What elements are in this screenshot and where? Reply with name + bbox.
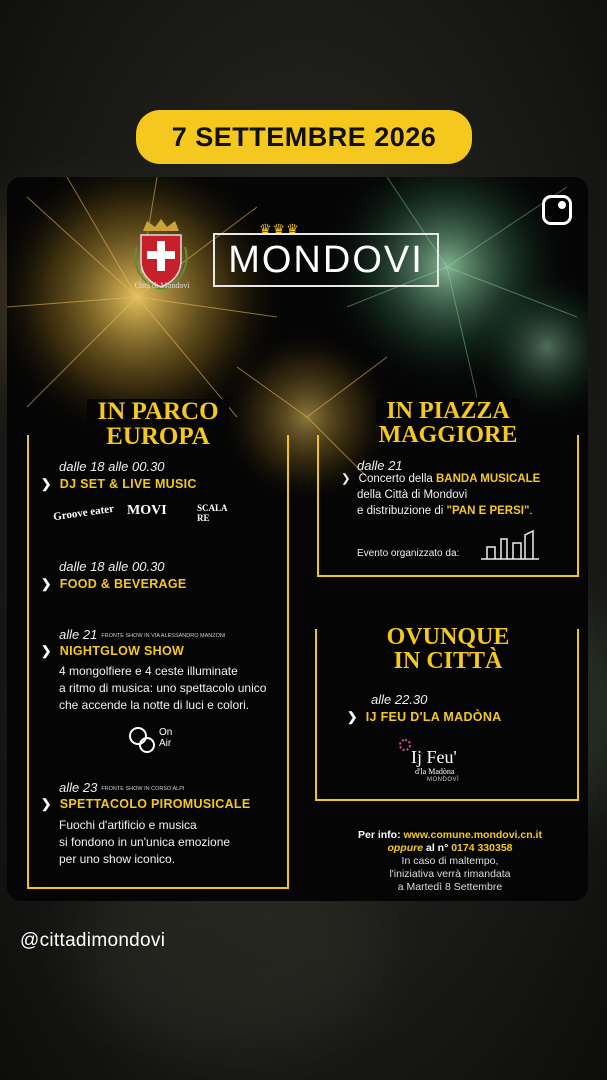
- phone-link[interactable]: 0174 330358: [451, 842, 513, 854]
- chevron-right-icon: ❯: [347, 710, 358, 724]
- piazza-maggiore-title: IN PIAZZA MAGGIORE: [313, 399, 583, 447]
- food-item: ❯ FOOD & BEVERAGE: [41, 577, 187, 591]
- feu-time: alle 22.30: [371, 692, 428, 707]
- info-block: Per info: www.comune.mondovi.cn.it oppure al n° 0174 330358 In caso di maltempo, l'iniziativa verrà rimandata a Martedì 8 Settembre: [358, 829, 542, 893]
- organizer-logo: [477, 529, 543, 563]
- piro-item: ❯ SPETTACOLO PIROMUSICALE: [41, 797, 251, 811]
- dj-item: ❯ DJ SET & LIVE MUSIC: [41, 477, 197, 491]
- piazza-time: dalle 21: [357, 458, 403, 473]
- food-time: dalle 18 alle 00.30: [59, 559, 165, 574]
- account-handle[interactable]: @cittadimondovi: [20, 930, 166, 951]
- piro-description: Fuochi d'artificio e musica si fondono in un'unica emozione per uno show iconico.: [59, 818, 231, 866]
- dj-time: dalle 18 alle 00.30: [59, 459, 165, 474]
- nightglow-time: alle 21 FRONTE SHOW IN VIA ALESSANDRO MANZONI: [59, 627, 226, 642]
- piazza-description: ❯ Concerto della BANDA MUSICALE della Città di Mondovì e distribuzione di "PAN E PERSI".: [341, 473, 541, 517]
- nightglow-description: 4 mongolfiere e 4 ceste illuminate a ritmo di musica: uno spettacolo unico che accende la notte di luci e colori.: [59, 664, 267, 712]
- feu-logo: Ij Feu' d'la Madòna MONDOVÌ: [397, 737, 487, 789]
- nightglow-item: ❯ NIGHTGLOW SHOW: [41, 644, 185, 658]
- firework-icon: [399, 739, 411, 751]
- partner-logo-2: MOVI: [127, 503, 167, 518]
- chevron-right-icon: ❯: [41, 797, 52, 811]
- ovunque-title: OVUNQUE IN CITTÀ: [315, 625, 581, 673]
- crown-icon: ♛♛♛: [259, 221, 300, 237]
- event-poster: [7, 177, 588, 901]
- piro-time: alle 23 FRONTE SHOW IN CORSO ALPI: [59, 780, 185, 795]
- partner-logo-3: SCALA RE: [197, 503, 228, 523]
- chevron-right-icon: ❯: [41, 477, 52, 491]
- organizer-label: Evento organizzato da:: [357, 548, 460, 559]
- instagram-icon[interactable]: [542, 195, 572, 225]
- parco-europa-title: IN PARCO EUROPA: [27, 399, 289, 449]
- mondovi-logo: MONDOVI: [213, 233, 439, 287]
- partner-logo-1: Groove eater: [52, 502, 115, 524]
- feu-item: ❯ IJ FEU D'LA MADÒNA: [347, 710, 502, 724]
- date-pill: 7 SETTEMBRE 2026: [136, 110, 472, 164]
- crest-caption: Città di Mondovì: [134, 281, 190, 290]
- chevron-right-icon: ❯: [41, 577, 52, 591]
- city-crest-icon: [133, 217, 189, 291]
- on-air-logo: On Air: [129, 725, 189, 759]
- chevron-right-icon: ❯: [41, 644, 52, 658]
- website-link[interactable]: www.comune.mondovi.cn.it: [403, 829, 542, 841]
- chevron-right-icon: ❯: [341, 473, 351, 485]
